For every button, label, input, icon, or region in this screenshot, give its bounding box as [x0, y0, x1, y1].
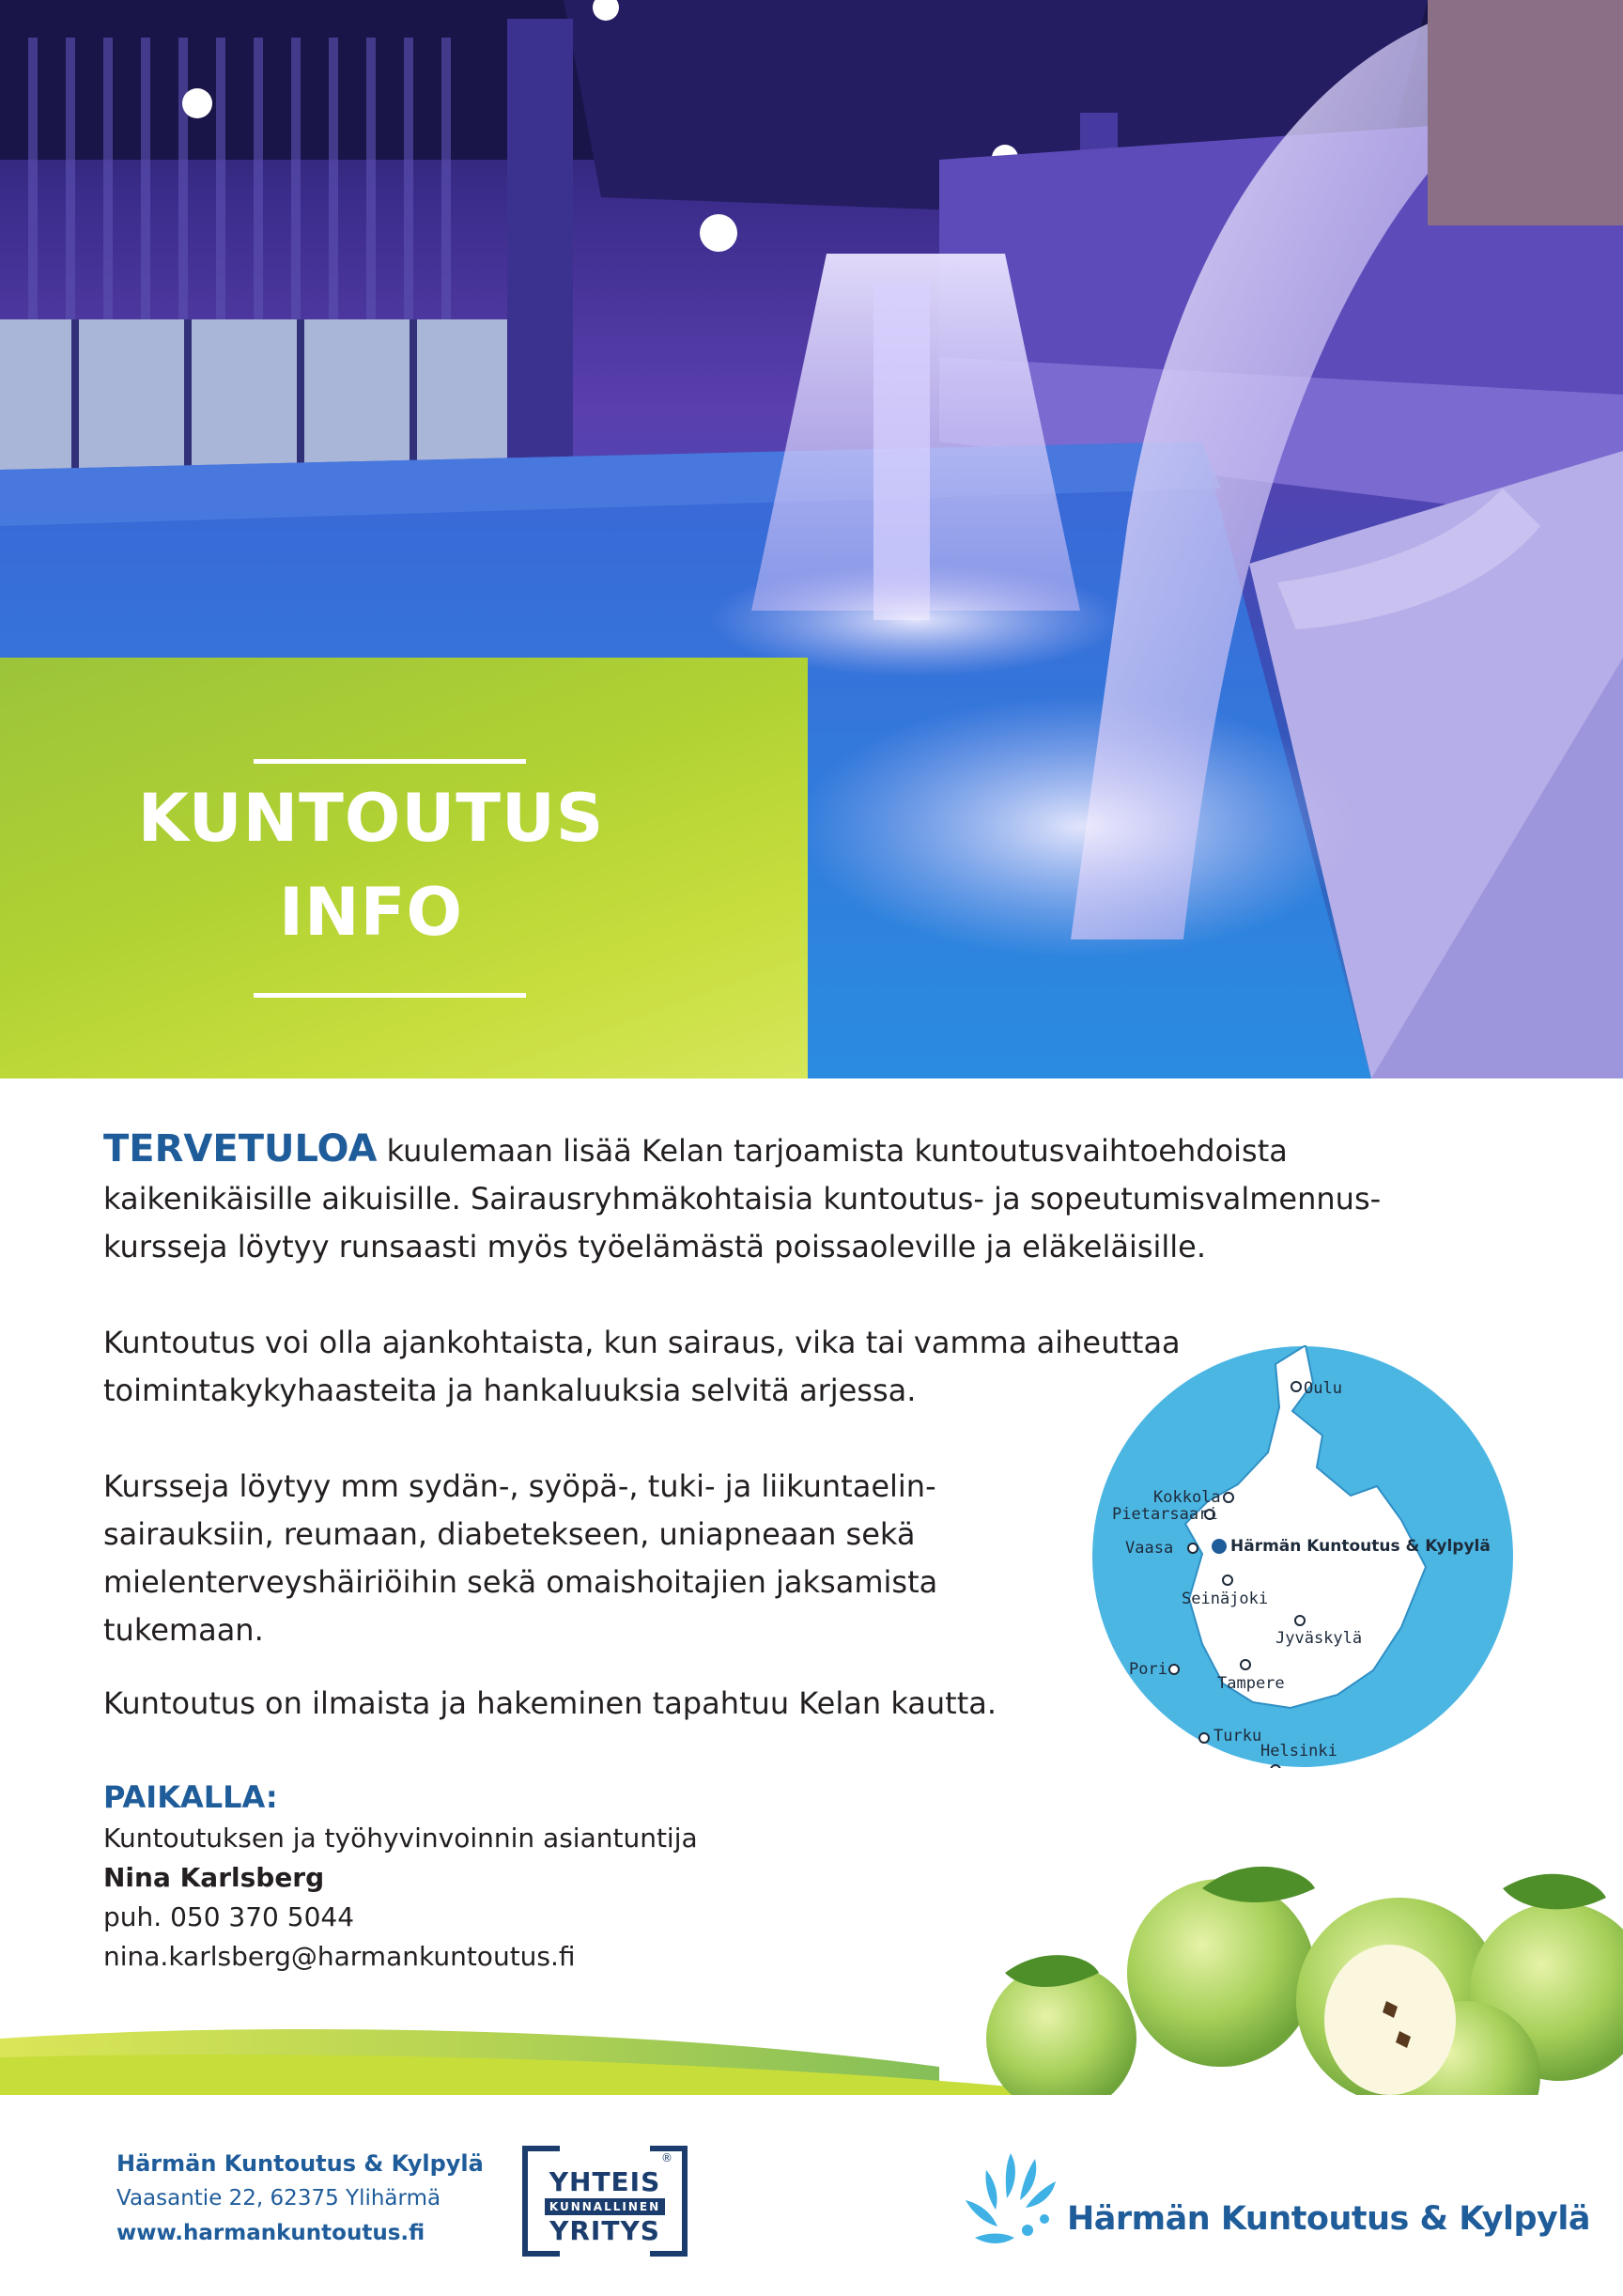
title-rule-top: [254, 759, 526, 764]
label-seinajoki: Seinäjoki: [1182, 1590, 1269, 1608]
intro-line-2: kaikenikäisille aikuisille. Sairausryhmäkohtaisia kuntoutus- ja sopeutumisvalmennus-: [103, 1181, 1382, 1217]
paragraph-2-line-1: Kuntoutus voi olla ajankohtaista, kun sairaus, vika tai vamma aiheuttaa: [103, 1325, 1181, 1360]
pin-jyvaskyla: [1295, 1616, 1305, 1625]
pin-seinajoki: [1223, 1575, 1232, 1585]
contact-email[interactable]: nina.karlsberg@harmankuntoutus.fi: [103, 1941, 576, 1972]
pin-vaasa: [1188, 1544, 1198, 1553]
logo-word-kunnallinen: KUNNALLINEN: [545, 2198, 665, 2215]
title-line-1: KUNTOUTUS: [137, 780, 605, 857]
contact-heading: PAIKALLA:: [103, 1779, 278, 1815]
label-jyvaskyla: Jyväskylä: [1275, 1629, 1363, 1648]
contact-phone[interactable]: puh. 050 370 5044: [103, 1901, 355, 1932]
label-pori: Pori: [1129, 1660, 1167, 1679]
paragraph-3: [103, 1463, 937, 1654]
intro-line-1-rest: kuulemaan lisää Kelan tarjoamista kuntoutusvaihtoehdoista: [377, 1133, 1288, 1169]
pin-kokkola: [1224, 1493, 1233, 1502]
contact-name: Nina Karlsberg: [103, 1862, 325, 1893]
footer-website[interactable]: www.harmankuntoutus.fi: [116, 2221, 425, 2245]
pin-home: [1212, 1539, 1227, 1554]
label-turku: Turku: [1213, 1727, 1262, 1745]
intro-lead: TERVETULOA: [103, 1127, 378, 1171]
paragraph-3-line-4: tukemaan.: [103, 1612, 264, 1648]
paragraph-4-line-1: Kuntoutus on ilmaista ja hakeminen tapahtuu Kelan kautta.: [103, 1685, 997, 1721]
apples-and-wave: [0, 1860, 1623, 2095]
pin-oulu: [1291, 1382, 1301, 1391]
harman-brand-logo: [962, 2144, 1590, 2257]
pin-turku: [1199, 1733, 1209, 1743]
logo-word-yritys: YRITYS: [549, 2215, 660, 2246]
intro-line-3: kursseja löytyy runsaasti myös työelämästä poissaoleville ja eläkeläisille.: [103, 1229, 1207, 1264]
paragraph-4: [103, 1680, 997, 1728]
title-rule-bottom: [254, 993, 526, 998]
title-panel: [0, 658, 808, 1078]
paragraph-2-line-2: toimintakykyhaasteita ja hankaluuksia selvitä arjessa.: [103, 1373, 917, 1408]
label-home: Härmän Kuntoutus & Kylpylä: [1230, 1537, 1491, 1556]
footer-street: Vaasantie 22, 62375 Ylihärmä: [116, 2186, 441, 2211]
label-helsinki: Helsinki: [1260, 1742, 1337, 1761]
label-tampere: Tampere: [1217, 1674, 1285, 1693]
splash-icon: [962, 2144, 1065, 2257]
intro-paragraph: [103, 1125, 1381, 1271]
pin-tampere: [1241, 1660, 1250, 1669]
footer-company: Härmän Kuntoutus & Kylpylä: [116, 2150, 484, 2177]
label-vaasa: Vaasa: [1125, 1539, 1174, 1558]
paragraph-2: [103, 1319, 1181, 1415]
label-oulu: Oulu: [1304, 1379, 1342, 1398]
paragraph-3-line-1: Kursseja löytyy mm sydän-, syöpä-, tuki- ja liikuntaelin-: [103, 1468, 936, 1504]
hero-photo: [0, 0, 1623, 1078]
logo-word-yhteis: YHTEIS: [549, 2166, 661, 2197]
footer-address: [116, 2146, 484, 2251]
logo-registered-mark: ®: [661, 2151, 672, 2164]
contact-role: Kuntoutuksen ja työhyvinvoinnin asiantuntija: [103, 1823, 698, 1854]
apple-cluster: [986, 1867, 1623, 2095]
finland-map: [1091, 1345, 1514, 1768]
label-kokkola: Kokkola: [1153, 1488, 1221, 1507]
paragraph-3-line-3: mielenterveyshäiriöihin sekä omaishoitajien jaksamista: [103, 1564, 938, 1600]
yhteiskunnallinen-yritys-logo: [522, 2146, 688, 2257]
pin-helsinki: [1271, 1765, 1280, 1768]
title-line-2: INFO: [279, 874, 463, 951]
intro-line-1: [103, 1125, 1381, 1175]
brand-name: Härmän Kuntoutus & Kylpylä: [1067, 2200, 1590, 2238]
paragraph-3-line-2: sairauksiin, reumaan, diabetekseen, uniapneaan sekä: [103, 1516, 916, 1552]
label-pietarsaari: Pietarsaari: [1112, 1505, 1218, 1524]
pin-pori: [1169, 1665, 1179, 1674]
